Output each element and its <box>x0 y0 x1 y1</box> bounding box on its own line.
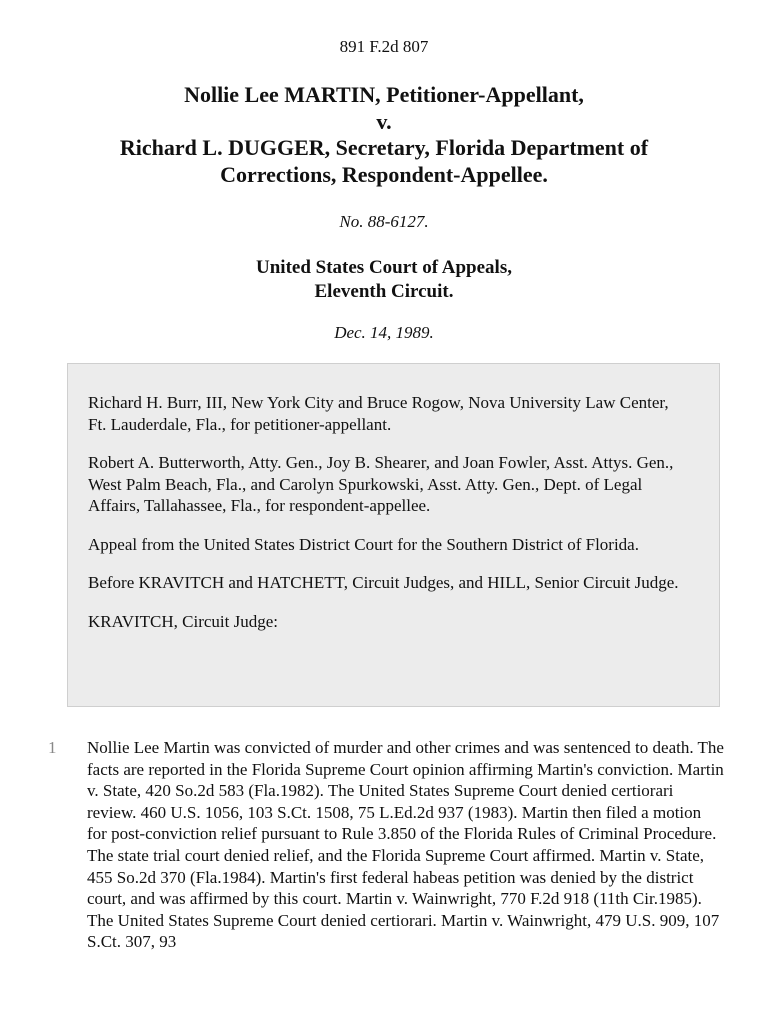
court-name-line-2: Eleventh Circuit. <box>314 281 454 302</box>
docket-number: No. 88-6127. <box>339 212 429 231</box>
case-caption <box>60 82 708 188</box>
judges-panel: Before KRAVITCH and HATCHETT, Circuit Judges, and HILL, Senior Circuit Judge. <box>88 573 679 592</box>
respondent-line-2: Corrections, Respondent-Appellee. <box>220 161 548 187</box>
decision-date: Dec. 14, 1989. <box>334 323 434 342</box>
opinion-author: KRAVITCH, Circuit Judge: <box>88 611 278 631</box>
paragraph-text: Nollie Lee Martin was convicted of murder and other crimes and was sentenced to death. The facts are reported in the Florida Supreme Court opinion affirming Martin's conviction. Martin v. State, 420 So.2d 583 (Fla.1982). The United States Supreme Court denied certiorari review. 460 U.S. 1056, 103 S.Ct. 1508, 75 L.Ed.2d 937 (1983). Martin then filed a motion for post-conviction relief pursuant to Rule 3.850 of the Florida Rules of Criminal Procedure. The state trial court denied relief, and the Florida Supreme Court affirmed. Martin v. State, 455 So.2d 370 (Fla.1984). Martin's first federal habeas petition was denied by the district court, and was affirmed by this court. Martin v. Wainwright, 770 F.2d 918 (11th Cir.1985). The United States Supreme Court denied certiorari. Martin v. Wainwright, 479 U.S. 909, 107 S.Ct. 307, 93 <box>87 738 724 952</box>
paragraph-number: 1 <box>48 738 57 757</box>
petitioner-line: Nollie Lee MARTIN, Petitioner-Appellant, <box>184 82 584 107</box>
respondent-counsel: Robert A. Butterworth, Atty. Gen., Joy B. Shearer, and Joan Fowler, Asst. Attys. Gen., West Palm Beach, Fla., and Carolyn Spurkowski, Asst. Atty. Gen., Dept. of Legal Affairs, Tallahassee, Fla., for respondent-appellee. <box>88 453 674 515</box>
petitioner-counsel: Richard H. Burr, III, New York City and Bruce Rogow, Nova University Law Center, Ft. Lauderdale, Fla., for petitioner-appellant. <box>88 393 669 434</box>
versus-line: v. <box>376 108 392 134</box>
appeal-origin: Appeal from the United States District Court for the Southern District of Florida. <box>88 534 639 554</box>
counsel-box <box>67 363 720 707</box>
court-name <box>0 256 768 304</box>
respondent-line-1: Richard L. DUGGER, Secretary, Florida Department of <box>119 135 649 160</box>
case-citation: 891 F.2d 807 <box>339 37 429 56</box>
court-name-line-1: United States Court of Appeals, <box>256 257 512 278</box>
